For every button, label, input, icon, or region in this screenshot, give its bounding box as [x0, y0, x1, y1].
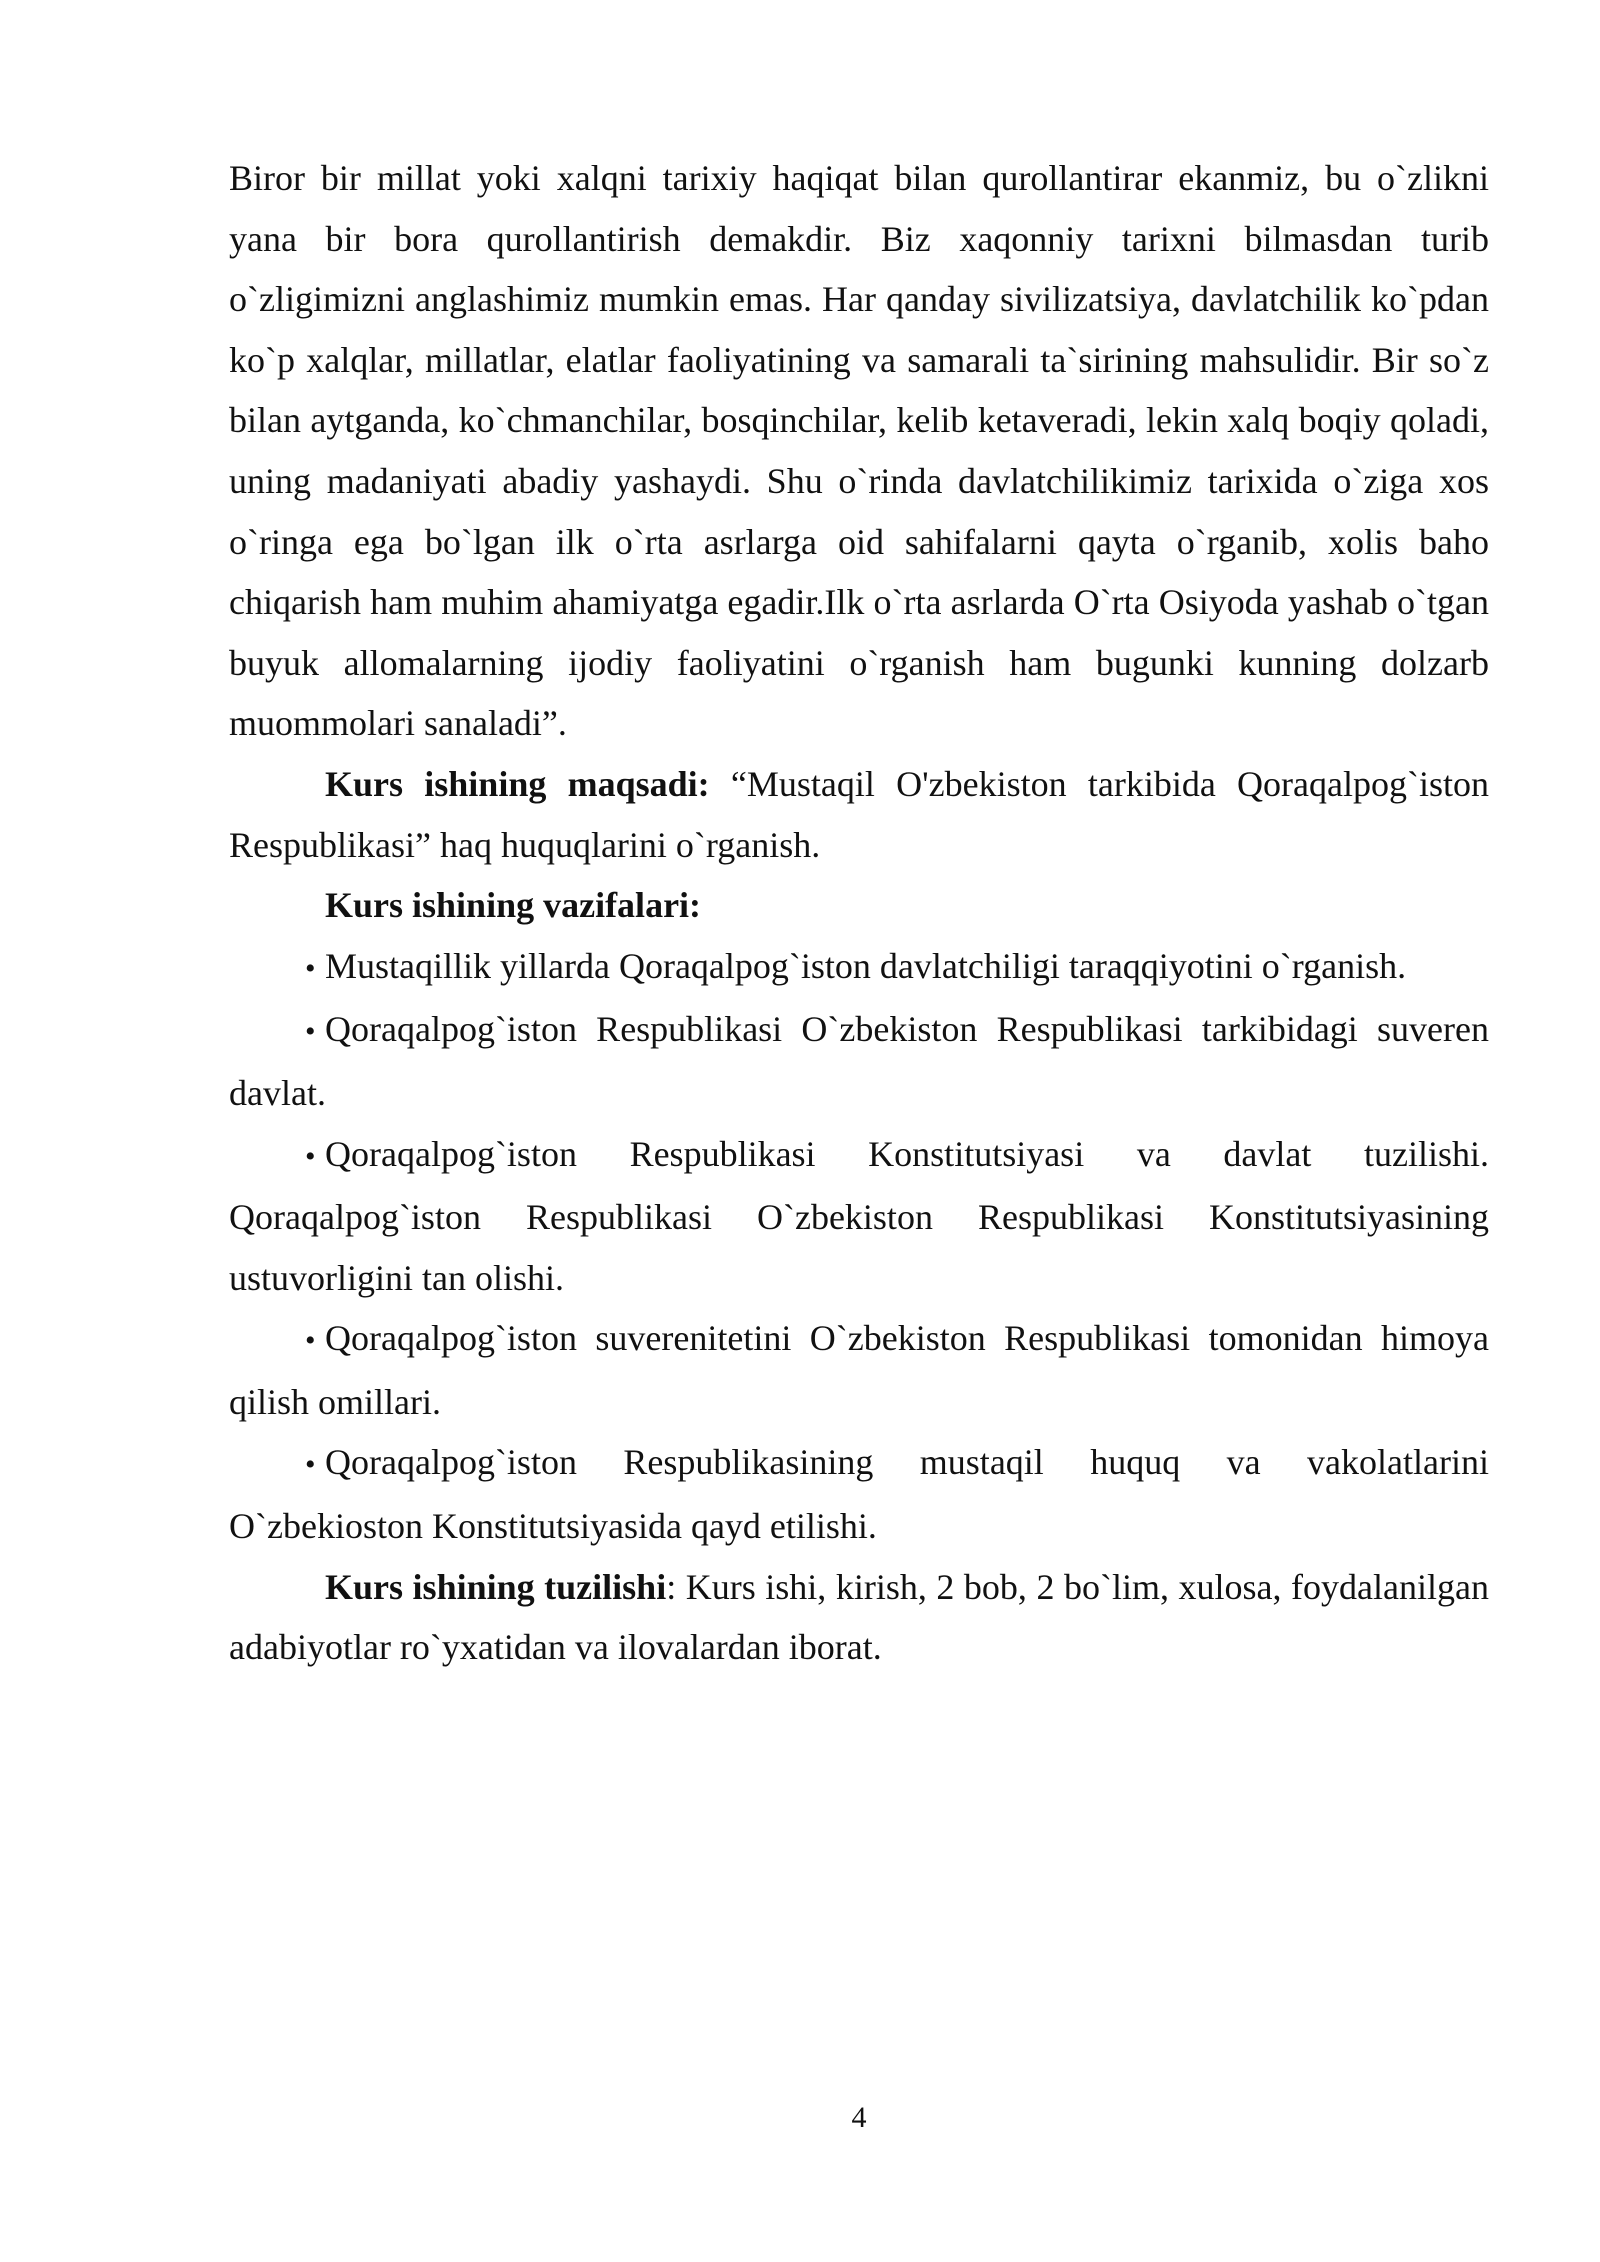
bullet-icon: •	[305, 1015, 316, 1049]
structure-text: : Kurs ishi, kirish, 2 bob, 2 bo`lim, xulosa, foydalanilgan adabiyotlar ro`yxatidan va ilovalardan iborat.	[229, 1566, 1489, 1668]
task-item	[229, 999, 1489, 1123]
bullet-icon: •	[305, 1324, 316, 1358]
task-item	[229, 1124, 1489, 1309]
intro-paragraph: Biror bir millat yoki xalqni tarixiy haqiqat bilan qurollantirar ekanmiz, bu o`zlikni yana bir bora qurollantirish demakdir. Biz xaqonniy tarixni bilmasdan turib o`zligimizni anglashimiz mumkin emas. Har qanday sivilizatsiya, davlatchilik ko`pdan ko`p xalqlar, millatlar, elatlar faoliyatining va samarali ta`sirining mahsulidir. Bir so`z bilan aytganda, ko`chmanchilar, bosqinchilar, kelib ketaveradi, lekin xalq boqiy qoladi, uning madaniyati abadiy yashaydi. Shu o`rinda davlatchilikimiz tarixida o`ziga xos o`ringa ega bo`lgan ilk o`rta asrlarga oid sahifalarni qayta o`rganib, xolis baho chiqarish ham muhim ahamiyatga egadir.Ilk o`rta asrlarda O`rta Osiyoda yashab o`tgan buyuk allomalarning ijodiy faoliyatini o`rganish ham bugunki kunning dolzarb muommolari sanaladi”.	[229, 158, 1489, 744]
structure-label: Kurs ishining tuzilishi	[325, 1566, 667, 1607]
goal-label: Kurs ishining maqsadi:	[325, 763, 710, 804]
task-text: Qoraqalpog`iston Respublikasi Konstitutsiyasi va davlat tuzilishi. Qoraqalpog`iston Respublikasi O`zbekiston Respublikasi Konstitutsiyasining ustuvorligini tan olishi.	[229, 1133, 1489, 1298]
document-body	[229, 148, 1489, 1678]
task-item	[229, 1432, 1489, 1556]
goal-text: “Mustaqil O'zbekiston tarkibida Qoraqalpog`iston Respublikasi” haq huquqlarini o`rganish.	[229, 763, 1489, 865]
page-number: 4	[851, 2101, 867, 2134]
task-item	[229, 936, 1489, 1000]
task-text: Qoraqalpog`iston Respublikasi O`zbekiston Respublikasi tarkibidagi suveren davlat.	[229, 1009, 1489, 1113]
bullet-icon: •	[305, 1139, 316, 1173]
task-text: Qoraqalpog`iston suverenitetini O`zbekiston Respublikasi tomonidan himoya qilish omillari.	[229, 1318, 1489, 1422]
task-item	[229, 1308, 1489, 1432]
task-text: Mustaqillik yillarda Qoraqalpog`iston davlatchiligi taraqqiyotini o`rganish.	[325, 945, 1407, 986]
tasks-heading: Kurs ishining vazifalari:	[325, 885, 702, 926]
structure-paragraph	[229, 1557, 1489, 1678]
goal-paragraph	[229, 754, 1489, 875]
bullet-icon: •	[305, 1448, 316, 1482]
bullet-icon: •	[305, 951, 316, 985]
task-text: Qoraqalpog`iston Respublikasining mustaqil huquq va vakolatlarini O`zbekioston Konstitutsiyasida qayd etilishi.	[229, 1442, 1489, 1547]
